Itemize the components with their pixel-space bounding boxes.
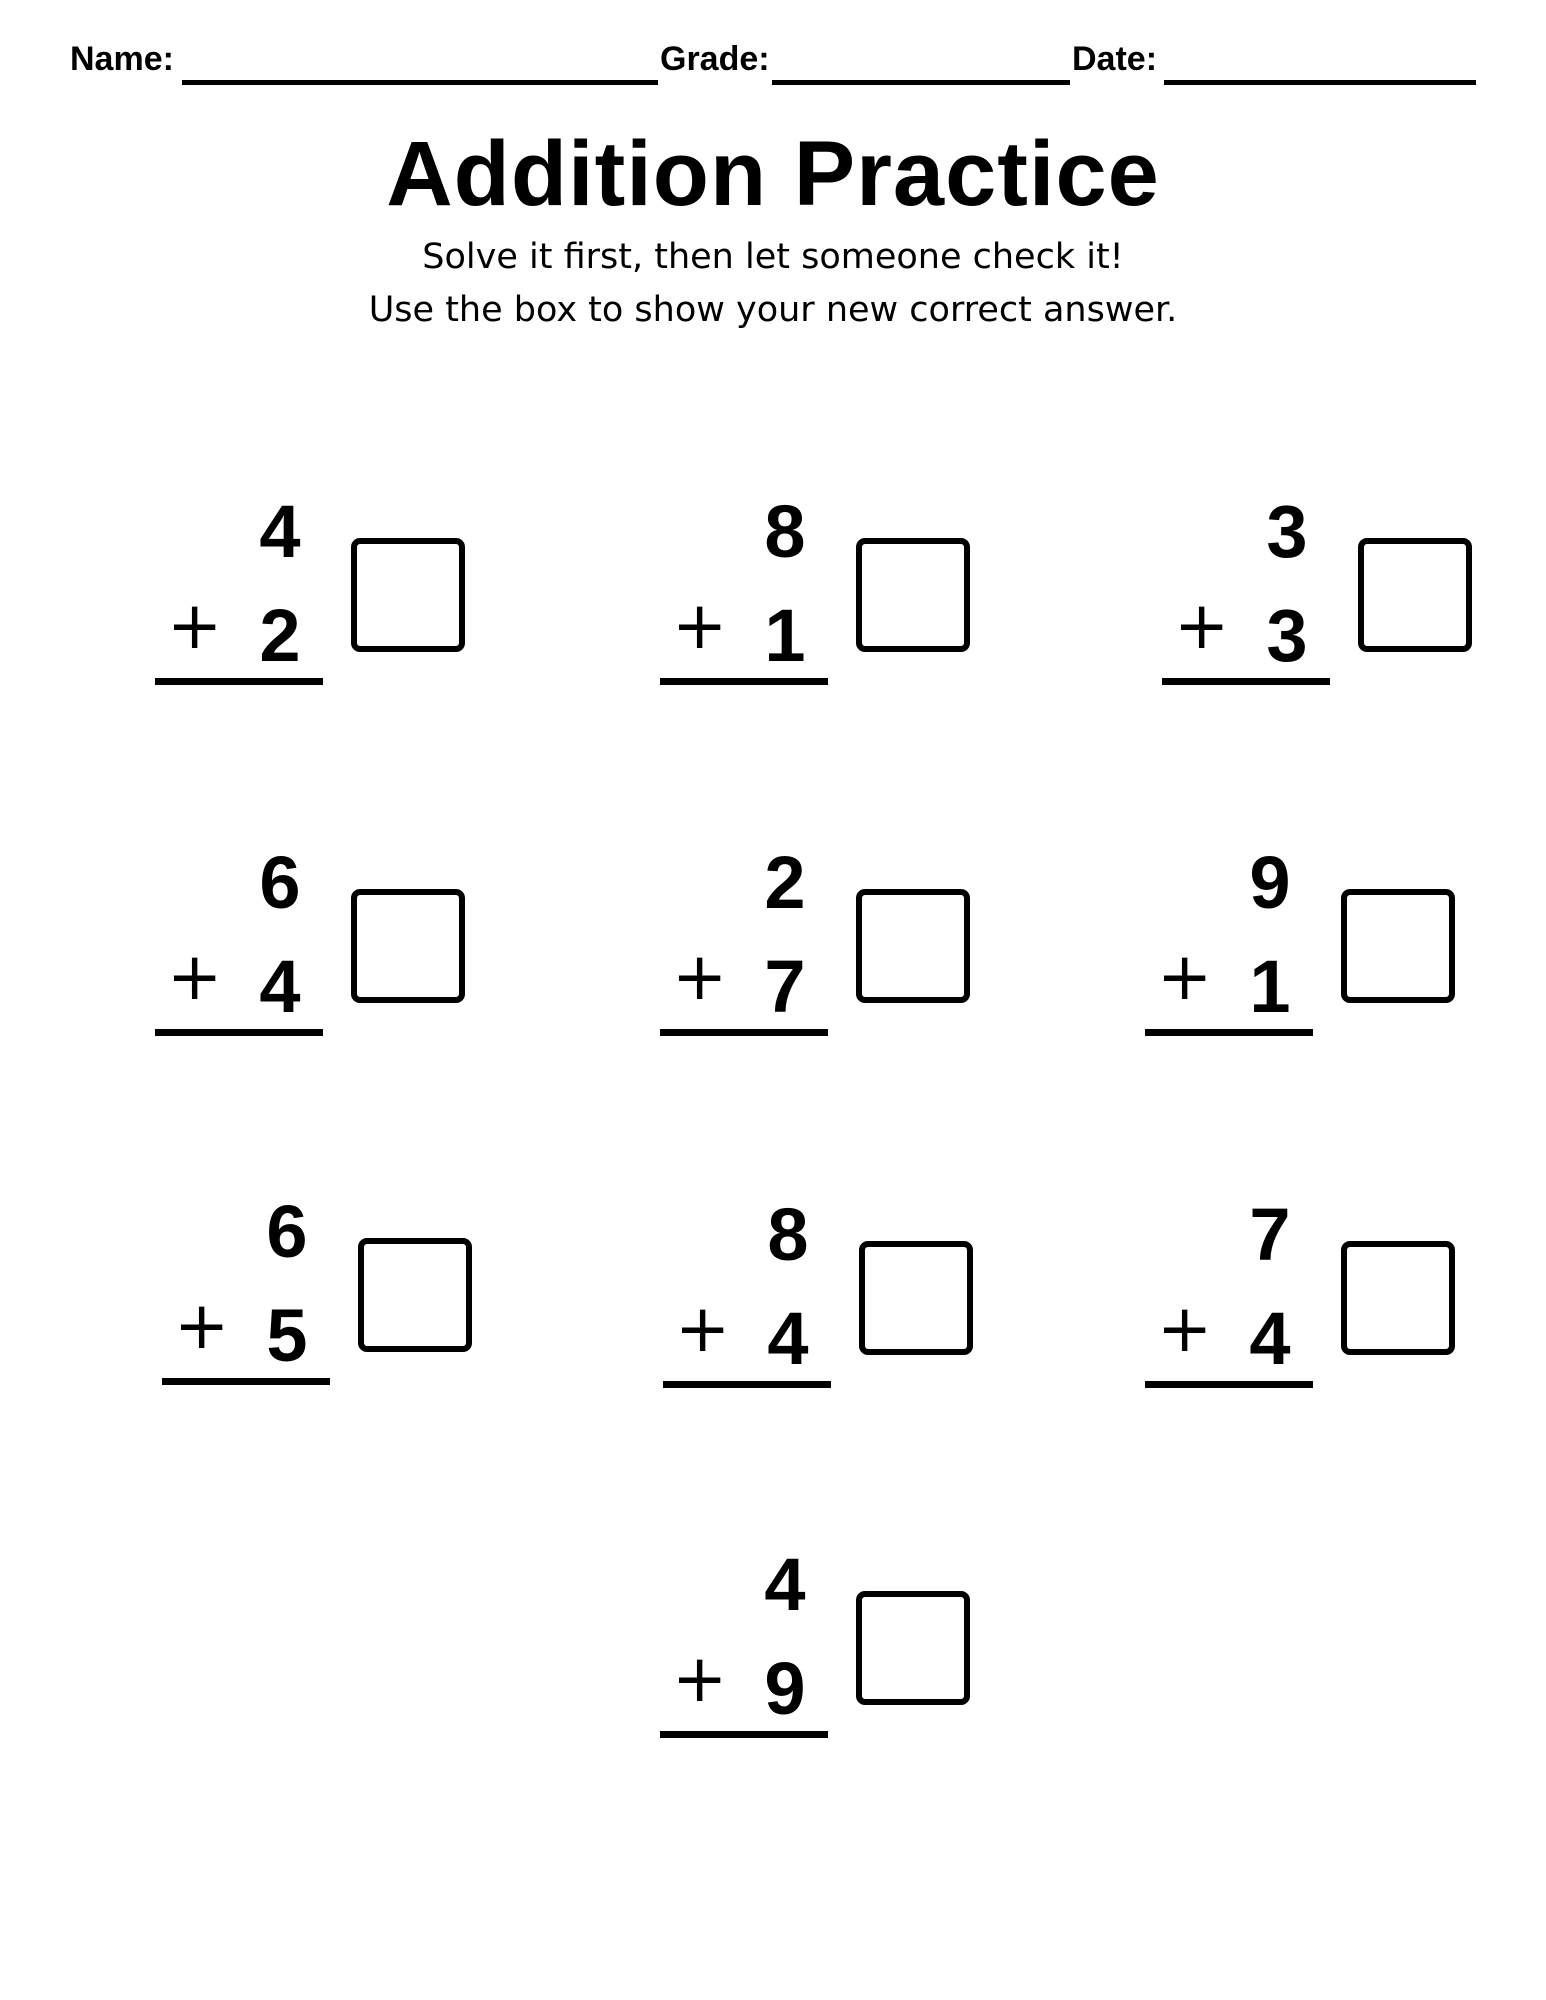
answer-box[interactable]	[1341, 1241, 1455, 1355]
problem-10	[660, 1543, 980, 1748]
sum-line	[1162, 678, 1330, 685]
addend-bottom: 5	[266, 1294, 308, 1377]
date-underline[interactable]	[1164, 80, 1476, 85]
addend-bottom: 9	[764, 1647, 806, 1730]
problem-7	[162, 1190, 482, 1395]
answer-box[interactable]	[358, 1238, 472, 1352]
name-label: Name:	[70, 40, 174, 78]
plus-sign: +	[167, 587, 223, 664]
problem-2	[660, 490, 980, 695]
addend-top: 6	[266, 1190, 308, 1273]
addend-bottom: 7	[764, 945, 806, 1028]
addend-bottom: 2	[259, 594, 301, 677]
plus-sign: +	[167, 938, 223, 1015]
problem-5	[660, 841, 980, 1046]
addend-top: 4	[764, 1543, 806, 1626]
sum-line	[162, 1378, 330, 1385]
date-field[interactable]	[1072, 42, 1157, 76]
plus-sign: +	[672, 938, 728, 1015]
name-underline[interactable]	[182, 80, 658, 85]
sum-line	[1145, 1381, 1313, 1388]
sum-line	[663, 1381, 831, 1388]
grade-underline[interactable]	[772, 80, 1070, 85]
addend-top: 8	[767, 1193, 809, 1276]
plus-sign: +	[672, 587, 728, 664]
addend-bottom: 1	[764, 594, 806, 677]
answer-box[interactable]	[1358, 538, 1472, 652]
name-field[interactable]	[70, 42, 174, 76]
instruction-line-1: Solve it first, then let someone check it!	[422, 237, 1124, 277]
plus-sign: +	[174, 1287, 230, 1364]
addend-top: 9	[1249, 841, 1291, 924]
addend-bottom: 4	[1249, 1297, 1291, 1380]
plus-sign: +	[1157, 1290, 1213, 1367]
plus-sign: +	[1157, 938, 1213, 1015]
answer-box[interactable]	[351, 889, 465, 1003]
problem-6	[1145, 841, 1465, 1046]
grade-field[interactable]	[660, 42, 770, 76]
sum-line	[155, 1029, 323, 1036]
answer-box[interactable]	[351, 538, 465, 652]
answer-box[interactable]	[856, 1591, 970, 1705]
addend-top: 4	[259, 490, 301, 573]
addend-top: 6	[259, 841, 301, 924]
worksheet-title: Addition Practice	[386, 123, 1160, 225]
addend-top: 2	[764, 841, 806, 924]
answer-box[interactable]	[1341, 889, 1455, 1003]
instruction-line-2: Use the box to show your new correct answer.	[368, 290, 1178, 330]
plus-sign: +	[675, 1290, 731, 1367]
problem-3	[1162, 490, 1482, 695]
problem-8	[663, 1193, 983, 1398]
sum-line	[1145, 1029, 1313, 1036]
problem-4	[155, 841, 475, 1046]
answer-box[interactable]	[856, 889, 970, 1003]
addend-bottom: 4	[767, 1297, 809, 1380]
sum-line	[660, 678, 828, 685]
date-label: Date:	[1072, 40, 1158, 78]
answer-box[interactable]	[856, 538, 970, 652]
sum-line	[155, 678, 323, 685]
addend-top: 7	[1249, 1193, 1291, 1276]
sum-line	[660, 1029, 828, 1036]
sum-line	[660, 1731, 828, 1738]
addend-top: 3	[1266, 490, 1308, 573]
problem-9	[1145, 1193, 1465, 1398]
problem-1	[155, 490, 475, 695]
grade-label: Grade:	[660, 40, 770, 78]
addend-top: 8	[764, 490, 806, 573]
addend-bottom: 3	[1266, 594, 1308, 677]
addend-bottom: 4	[259, 945, 301, 1028]
plus-sign: +	[672, 1640, 728, 1717]
answer-box[interactable]	[859, 1241, 973, 1355]
plus-sign: +	[1174, 587, 1230, 664]
addend-bottom: 1	[1249, 945, 1291, 1028]
